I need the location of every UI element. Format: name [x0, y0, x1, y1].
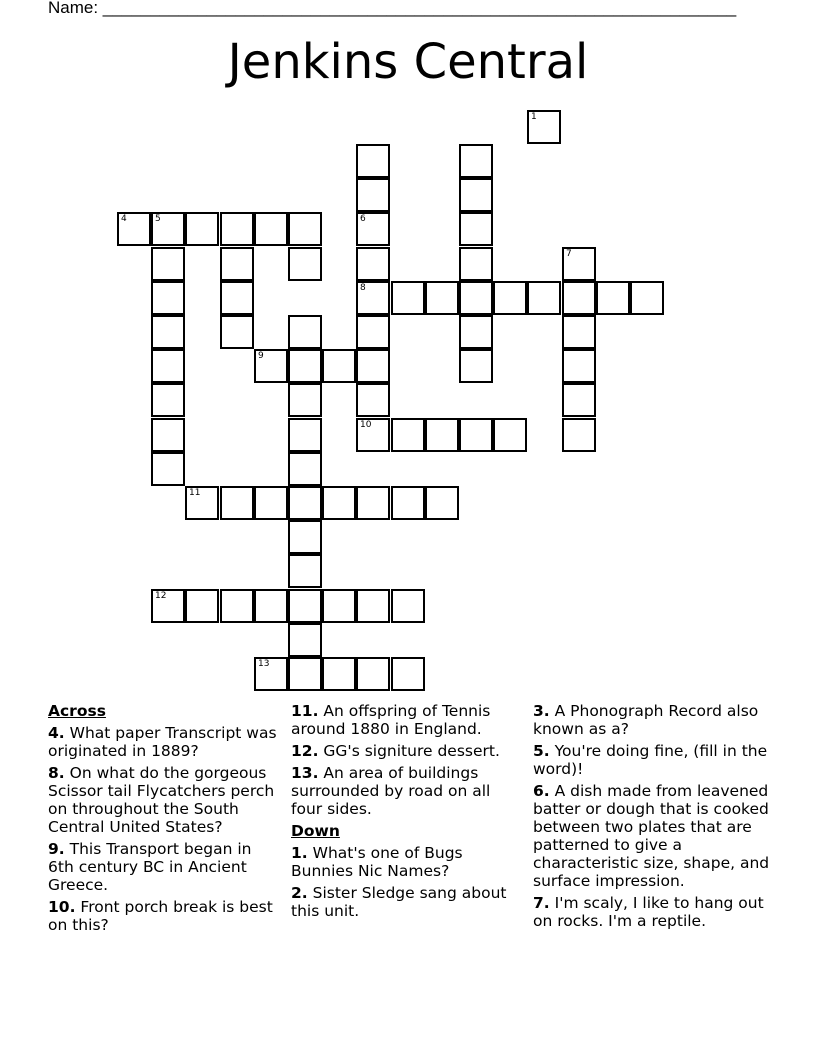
grid-cell[interactable]: [288, 554, 322, 588]
grid-cell[interactable]: [391, 281, 425, 315]
grid-cell[interactable]: [288, 247, 322, 281]
clue-number: 11.: [291, 702, 319, 720]
cell-number: 13: [258, 659, 270, 669]
clue-text: What's one of Bugs Bunnies Nic Names?: [291, 844, 463, 880]
grid-cell[interactable]: [288, 349, 322, 383]
grid-cell[interactable]: [220, 247, 254, 281]
grid-cell[interactable]: [630, 281, 664, 315]
grid-cell[interactable]: [356, 178, 390, 212]
name-field[interactable]: Name: ___________________________________________________________________: [48, 0, 737, 17]
clue-down-1: [291, 844, 523, 880]
grid-cell[interactable]: [254, 212, 288, 246]
grid-cell[interactable]: [322, 657, 356, 691]
grid-cell[interactable]: [151, 589, 185, 623]
grid-cell[interactable]: [288, 315, 322, 349]
cell-number: 7: [566, 249, 572, 259]
clue-across-4: [48, 724, 280, 760]
grid-cell[interactable]: [220, 281, 254, 315]
grid-cell[interactable]: [288, 520, 322, 554]
grid-cell[interactable]: [562, 315, 596, 349]
grid-cell[interactable]: [459, 178, 493, 212]
cell-number: 1: [531, 112, 537, 122]
cell-number: 8: [360, 283, 366, 293]
grid-cell[interactable]: [562, 418, 596, 452]
grid-cell[interactable]: [151, 212, 185, 246]
grid-cell[interactable]: [151, 247, 185, 281]
grid-cell[interactable]: [562, 383, 596, 417]
grid-cell[interactable]: [254, 657, 288, 691]
grid-cell[interactable]: [185, 486, 219, 520]
clue-text: An offspring of Tennis around 1880 in England.: [291, 702, 491, 738]
clue-number: 9.: [48, 840, 65, 858]
grid-cell[interactable]: [562, 349, 596, 383]
puzzle-title: Jenkins Central: [227, 34, 589, 90]
cell-number: 12: [155, 591, 167, 601]
grid-cell[interactable]: [459, 315, 493, 349]
grid-cell[interactable]: [288, 589, 322, 623]
grid-cell[interactable]: [356, 657, 390, 691]
grid-cell[interactable]: [254, 349, 288, 383]
clue-text: On what do the gorgeous Scissor tail Flycatchers perch on throughout the South Central United States?: [48, 764, 275, 836]
grid-cell[interactable]: [220, 589, 254, 623]
clue-text: You're doing fine, (fill in the word)!: [533, 742, 768, 778]
grid-cell[interactable]: [254, 486, 288, 520]
grid-cell[interactable]: [356, 315, 390, 349]
clue-across-13: [291, 764, 523, 818]
clue-text: Sister Sledge sang about this unit.: [291, 884, 507, 920]
grid-cell[interactable]: [391, 589, 425, 623]
clue-down-2: [291, 884, 523, 920]
clue-across-8: [48, 764, 280, 836]
clue-across-11: [291, 702, 523, 738]
clue-down-6: [533, 782, 773, 890]
clue-number: 8.: [48, 764, 65, 782]
down-heading: Down: [291, 822, 340, 840]
grid-cell[interactable]: [185, 589, 219, 623]
cell-number: 5: [155, 214, 161, 224]
clue-text: This Transport began in 6th century BC in Ancient Greece.: [48, 840, 252, 894]
grid-cell[interactable]: [356, 144, 390, 178]
grid-cell[interactable]: [288, 452, 322, 486]
grid-cell[interactable]: [322, 589, 356, 623]
grid-cell[interactable]: [220, 486, 254, 520]
clue-text: A dish made from leavened batter or dough that is cooked between two plates that are patterned to give a characteristic size, shape, and surface impression.: [533, 782, 770, 890]
clue-number: 10.: [48, 898, 76, 916]
grid-cell[interactable]: [322, 486, 356, 520]
clue-number: 7.: [533, 894, 550, 912]
clue-number: 12.: [291, 742, 319, 760]
grid-cell[interactable]: [459, 418, 493, 452]
grid-cell[interactable]: [425, 281, 459, 315]
clue-text: GG's signiture dessert.: [323, 742, 500, 760]
grid-cell[interactable]: [288, 383, 322, 417]
grid-cell[interactable]: [459, 349, 493, 383]
grid-cell[interactable]: [527, 110, 561, 144]
grid-cell[interactable]: [151, 383, 185, 417]
clue-number: 2.: [291, 884, 308, 902]
grid-cell[interactable]: [288, 212, 322, 246]
grid-cell[interactable]: [254, 589, 288, 623]
grid-cell[interactable]: [151, 418, 185, 452]
grid-cell[interactable]: [391, 657, 425, 691]
clue-number: 6.: [533, 782, 550, 800]
clue-down-7: [533, 894, 773, 930]
clue-number: 1.: [291, 844, 308, 862]
grid-cell[interactable]: [356, 383, 390, 417]
grid-cell[interactable]: [459, 281, 493, 315]
grid-cell[interactable]: [562, 281, 596, 315]
clue-text: A Phonograph Record also known as a?: [533, 702, 759, 738]
grid-cell[interactable]: [596, 281, 630, 315]
clue-down-5: [533, 742, 773, 778]
grid-cell[interactable]: [493, 281, 527, 315]
grid-cell[interactable]: [151, 281, 185, 315]
clue-number: 3.: [533, 702, 550, 720]
grid-cell[interactable]: [356, 247, 390, 281]
clues-column-2: [291, 702, 523, 924]
grid-cell[interactable]: [356, 281, 390, 315]
grid-cell[interactable]: [151, 349, 185, 383]
cell-number: 4: [121, 214, 127, 224]
grid-cell[interactable]: [288, 486, 322, 520]
grid-cell[interactable]: [220, 212, 254, 246]
clue-number: 4.: [48, 724, 65, 742]
clue-number: 13.: [291, 764, 319, 782]
clues-column-1: [48, 702, 280, 938]
grid-cell[interactable]: [151, 452, 185, 486]
grid-cell[interactable]: [391, 418, 425, 452]
across-heading: Across: [48, 702, 106, 720]
grid-cell[interactable]: [527, 281, 561, 315]
grid-cell[interactable]: [425, 486, 459, 520]
grid-cell[interactable]: [356, 486, 390, 520]
grid-cell[interactable]: [151, 315, 185, 349]
clue-across-12: [291, 742, 523, 760]
grid-cell[interactable]: [493, 418, 527, 452]
cell-number: 6: [360, 214, 366, 224]
cell-number: 10: [360, 420, 372, 430]
grid-cell[interactable]: [288, 657, 322, 691]
grid-cell[interactable]: [288, 418, 322, 452]
clue-text: What paper Transcript was originated in 1889?: [48, 724, 277, 760]
clue-across-9: [48, 840, 280, 894]
grid-cell[interactable]: [356, 349, 390, 383]
grid-cell[interactable]: [562, 247, 596, 281]
clue-down-3: [533, 702, 773, 738]
grid-cell[interactable]: [185, 212, 219, 246]
cell-number: 11: [189, 488, 201, 498]
grid-cell[interactable]: [459, 247, 493, 281]
clue-text: An area of buildings surrounded by road on all four sides.: [291, 764, 491, 818]
grid-cell[interactable]: [117, 212, 151, 246]
clue-across-10: [48, 898, 280, 934]
grid-cell[interactable]: [459, 144, 493, 178]
grid-cell[interactable]: [356, 418, 390, 452]
clue-text: Front porch break is best on this?: [48, 898, 273, 934]
grid-cell[interactable]: [220, 315, 254, 349]
clue-number: 5.: [533, 742, 550, 760]
grid-cell[interactable]: [288, 623, 322, 657]
grid-cell[interactable]: [356, 589, 390, 623]
grid-cell[interactable]: [459, 212, 493, 246]
clues-column-3: [533, 702, 773, 934]
grid-cell[interactable]: [322, 349, 356, 383]
grid-cell[interactable]: [356, 212, 390, 246]
grid-cell[interactable]: [425, 418, 459, 452]
grid-cell[interactable]: [391, 486, 425, 520]
clue-text: I'm scaly, I like to hang out on rocks. I'm a reptile.: [533, 894, 764, 930]
cell-number: 9: [258, 351, 264, 361]
